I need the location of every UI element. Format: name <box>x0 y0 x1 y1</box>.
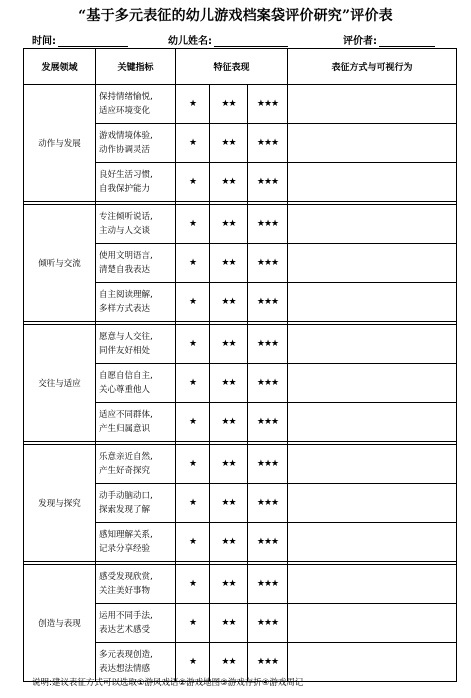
indicator-cell <box>96 124 176 163</box>
indicator-line: 良好生活习惯, <box>99 170 153 180</box>
indicator-cell <box>96 163 176 202</box>
representation-cell[interactable] <box>288 445 457 484</box>
rating-2-star-option[interactable]: ★★ <box>210 85 248 124</box>
indicator-cell <box>96 283 176 322</box>
rating-1-star-option[interactable]: ★ <box>176 283 210 322</box>
indicator-cell <box>96 325 176 364</box>
table-row <box>24 205 457 244</box>
evaluator-label: 评价者: <box>343 36 377 47</box>
indicator-cell <box>96 523 176 562</box>
rating-3-star-option[interactable]: ★★★ <box>248 283 288 322</box>
indicator-line: 多元表现创造, <box>99 650 153 660</box>
table-row <box>24 445 457 484</box>
rating-3-star-option[interactable]: ★★★ <box>248 484 288 523</box>
indicator-line: 感受发现欣赏, <box>99 572 153 582</box>
indicator-line: 动手动脑动口, <box>99 491 153 501</box>
rating-3-star-option[interactable]: ★★★ <box>248 445 288 484</box>
area-cell: 动作与发展 <box>24 85 96 202</box>
representation-cell[interactable] <box>288 205 457 244</box>
rating-1-star-option[interactable]: ★ <box>176 205 210 244</box>
area-cell: 发现与探究 <box>24 445 96 562</box>
rating-3-star-option[interactable]: ★★★ <box>248 124 288 163</box>
rating-1-star-option[interactable]: ★ <box>176 565 210 604</box>
indicator-cell <box>96 604 176 643</box>
table-row <box>24 325 457 364</box>
indicator-line: 运用不同手法, <box>99 611 153 621</box>
rating-2-star-option[interactable]: ★★ <box>210 124 248 163</box>
indicator-line: 愿意与人交往, <box>99 332 153 342</box>
indicator-line: 关心尊重他人 <box>99 385 151 395</box>
rating-3-star-option[interactable]: ★★★ <box>248 85 288 124</box>
rating-2-star-option[interactable]: ★★ <box>210 403 248 442</box>
indicator-line: 适应环境变化 <box>99 106 151 116</box>
evaluation-table <box>23 48 457 682</box>
representation-cell[interactable] <box>288 643 457 682</box>
rating-1-star-option[interactable]: ★ <box>176 364 210 403</box>
rating-1-star-option[interactable]: ★ <box>176 85 210 124</box>
rating-3-star-option[interactable]: ★★★ <box>248 403 288 442</box>
area-cell: 创造与表现 <box>24 565 96 682</box>
rating-3-star-option[interactable]: ★★★ <box>248 565 288 604</box>
representation-cell[interactable] <box>288 124 457 163</box>
rating-3-star-option[interactable]: ★★★ <box>248 244 288 283</box>
rating-2-star-option[interactable]: ★★ <box>210 244 248 283</box>
representation-cell[interactable] <box>288 484 457 523</box>
area-cell: 交往与适应 <box>24 325 96 442</box>
indicator-line: 自愿自信自主, <box>99 371 153 381</box>
indicator-line: 保持情绪愉悦, <box>99 92 153 102</box>
indicator-cell <box>96 85 176 124</box>
indicator-line: 多样方式表达 <box>99 304 151 314</box>
indicator-line: 感知理解关系, <box>99 530 153 540</box>
representation-cell[interactable] <box>288 283 457 322</box>
rating-1-star-option[interactable]: ★ <box>176 124 210 163</box>
indicator-line: 乐意亲近自然, <box>99 452 153 462</box>
indicator-line: 动作协调灵活 <box>99 145 151 155</box>
representation-cell[interactable] <box>288 364 457 403</box>
indicator-line: 主动与人交谈 <box>99 226 151 236</box>
rating-1-star-option[interactable]: ★ <box>176 163 210 202</box>
rating-2-star-option[interactable]: ★★ <box>210 325 248 364</box>
rating-1-star-option[interactable]: ★ <box>176 643 210 682</box>
evaluator-field[interactable] <box>343 32 435 46</box>
rating-3-star-option[interactable]: ★★★ <box>248 643 288 682</box>
representation-cell[interactable] <box>288 163 457 202</box>
indicator-line: 游戏情境体验, <box>99 131 153 141</box>
indicator-line: 记录分享经验 <box>99 544 151 554</box>
table-row <box>24 85 457 124</box>
header-performance: 特征表现 <box>176 49 288 85</box>
rating-2-star-option[interactable]: ★★ <box>210 364 248 403</box>
rating-3-star-option[interactable]: ★★★ <box>248 163 288 202</box>
indicator-cell <box>96 484 176 523</box>
time-blank[interactable] <box>58 36 128 47</box>
indicator-line: 使用文明语言, <box>99 251 153 261</box>
rating-2-star-option[interactable]: ★★ <box>210 205 248 244</box>
rating-1-star-option[interactable]: ★ <box>176 523 210 562</box>
indicator-line: 产生归属意识 <box>99 424 151 434</box>
table-row <box>24 565 457 604</box>
rating-2-star-option[interactable]: ★★ <box>210 445 248 484</box>
indicator-cell <box>96 565 176 604</box>
indicator-line: 产生好奇探究 <box>99 466 151 476</box>
indicator-line: 专注倾听说话, <box>99 212 153 222</box>
rating-2-star-option[interactable]: ★★ <box>210 163 248 202</box>
indicator-line: 探索发现了解 <box>99 505 151 515</box>
form-title: “基于多元表征的幼儿游戏档案袋评价研究”评价表 <box>78 8 393 24</box>
rating-3-star-option[interactable]: ★★★ <box>248 325 288 364</box>
representation-cell[interactable] <box>288 85 457 124</box>
child-name-blank[interactable] <box>214 36 288 47</box>
child-name-field[interactable] <box>168 32 288 46</box>
representation-cell[interactable] <box>288 604 457 643</box>
rating-2-star-option[interactable]: ★★ <box>210 523 248 562</box>
area-cell: 倾听与交流 <box>24 205 96 322</box>
rating-1-star-option[interactable]: ★ <box>176 403 210 442</box>
representation-cell[interactable] <box>288 403 457 442</box>
indicator-cell <box>96 364 176 403</box>
child-name-label: 幼儿姓名: <box>168 36 212 47</box>
rating-1-star-option[interactable]: ★ <box>176 325 210 364</box>
representation-cell[interactable] <box>288 325 457 364</box>
representation-cell[interactable] <box>288 523 457 562</box>
indicator-line: 表达想法情感 <box>99 664 151 674</box>
rating-3-star-option[interactable]: ★★★ <box>248 205 288 244</box>
header-indicator: 关键指标 <box>96 49 176 85</box>
header-representation: 表征方式与可视行为 <box>288 49 457 85</box>
evaluator-blank[interactable] <box>379 36 435 47</box>
indicator-line: 关注美好事物 <box>99 586 151 596</box>
rating-1-star-option[interactable]: ★ <box>176 484 210 523</box>
footnote: 说明:建议表征方式可以选取①游风戏语②游戏地图③游戏存折④游戏周记 <box>32 678 304 688</box>
rating-3-star-option[interactable]: ★★★ <box>248 364 288 403</box>
rating-2-star-option[interactable]: ★★ <box>210 565 248 604</box>
representation-cell[interactable] <box>288 565 457 604</box>
time-field[interactable] <box>32 32 128 46</box>
indicator-line: 自我保护能力 <box>99 184 151 194</box>
indicator-line: 自主阅读理解, <box>99 290 153 300</box>
indicator-line: 适应不同群体, <box>99 410 153 420</box>
rating-1-star-option[interactable]: ★ <box>176 445 210 484</box>
rating-1-star-option[interactable]: ★ <box>176 604 210 643</box>
indicator-cell <box>96 205 176 244</box>
rating-2-star-option[interactable]: ★★ <box>210 283 248 322</box>
indicator-cell <box>96 403 176 442</box>
rating-1-star-option[interactable]: ★ <box>176 244 210 283</box>
time-label: 时间: <box>32 36 56 47</box>
rating-2-star-option[interactable]: ★★ <box>210 643 248 682</box>
rating-2-star-option[interactable]: ★★ <box>210 604 248 643</box>
indicator-line: 表达艺术感受 <box>99 625 151 635</box>
rating-3-star-option[interactable]: ★★★ <box>248 604 288 643</box>
header-area: 发展领域 <box>24 49 96 85</box>
rating-2-star-option[interactable]: ★★ <box>210 484 248 523</box>
rating-3-star-option[interactable]: ★★★ <box>248 523 288 562</box>
indicator-cell <box>96 445 176 484</box>
indicator-line: 同伴友好相处 <box>99 346 151 356</box>
indicator-cell <box>96 244 176 283</box>
representation-cell[interactable] <box>288 244 457 283</box>
indicator-line: 清楚自我表达 <box>99 265 151 275</box>
